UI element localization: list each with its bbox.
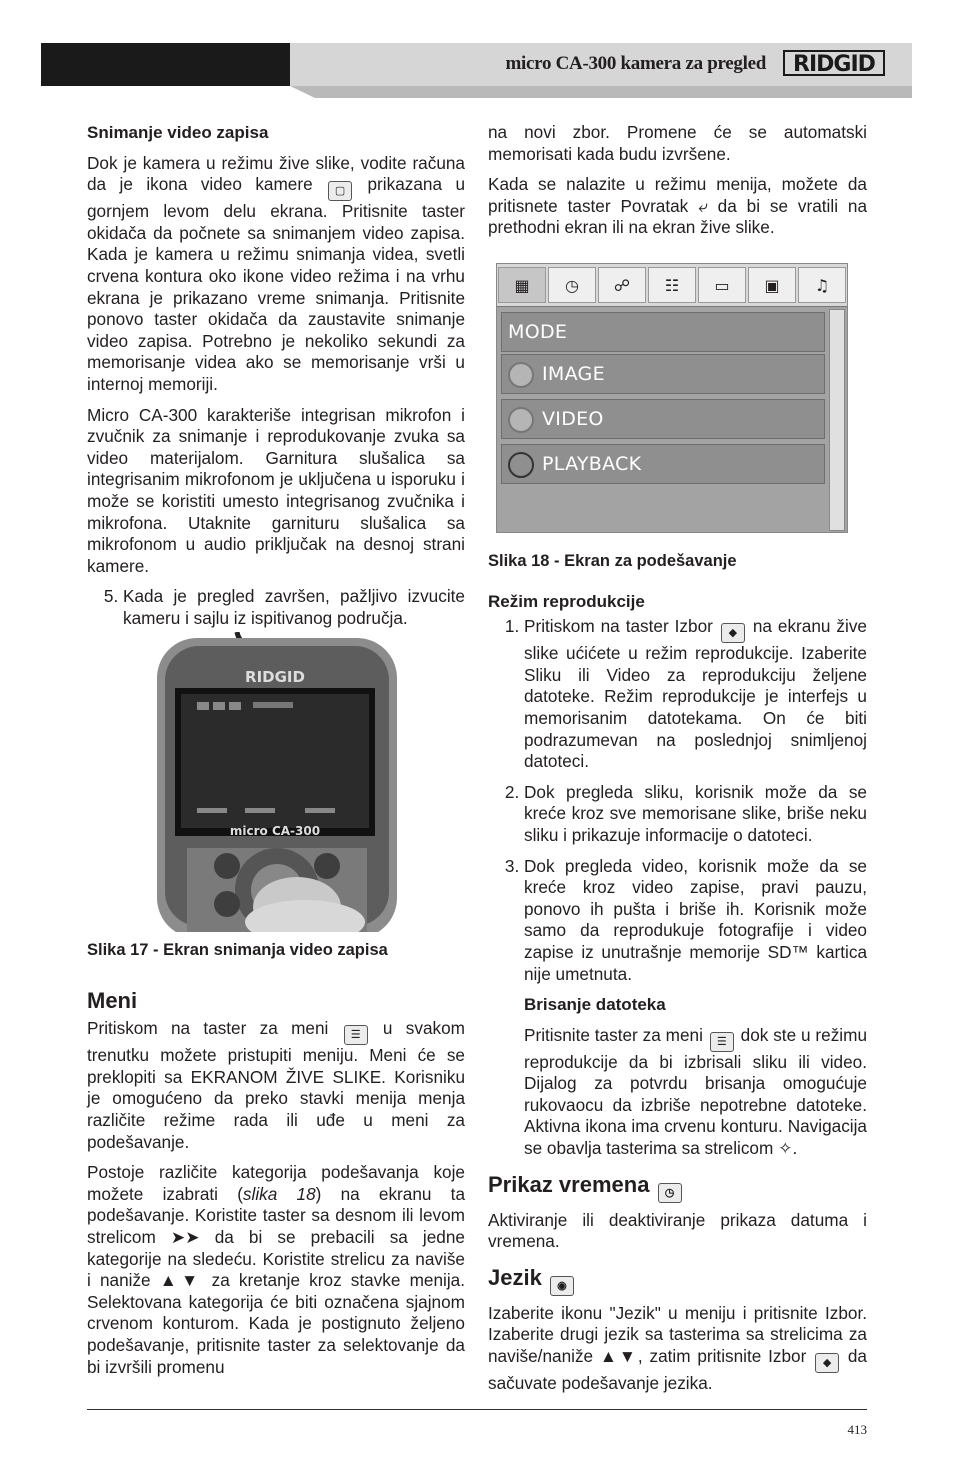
- heading-reprodukcija: Režim reprodukcije: [488, 591, 645, 611]
- header-title: micro CA-300 kamera za pregled: [505, 53, 766, 74]
- right-column-lower: [488, 551, 867, 1404]
- playback-step-2: 2. Dok pregleda sliku, korisnik može da se kreće kroz sve memorisane slike, briše neku sliku i prikazuje informacije o datoteci.: [524, 782, 867, 847]
- step-5: 5. Kada je pregled završen, pažljivo izvucite kameru i sajlu iz ispitivanog područja.: [123, 586, 465, 629]
- left-column: [87, 122, 465, 638]
- menu-icon: ☰: [344, 1025, 368, 1045]
- language-tab-icon: ☍: [598, 267, 646, 303]
- playback-step-1: 1. Pritiskom na taster Izbor ◆ na ekranu žive slike ućićete u režim reprodukcije. Izaberite Sliku ili Video za reprodukciju željene datoteke. Režim reprodukcije je interfejs u memorisanim datotekama. On će biti podrazumevan na poslednjoj snimljenoj datoteci.: [524, 616, 867, 773]
- page-number: 413: [847, 1422, 867, 1437]
- menu-icon: ☰: [710, 1032, 734, 1052]
- heading-prikaz-vremena: Prikaz vremena ◷: [488, 1174, 867, 1203]
- paragraph-right-1: na novi zbor. Promene će se automatski memorisati kada budu izvršene.: [488, 122, 867, 164]
- playback-step-3: 3. Dok pregleda video, korisnik može da se kreće kroz video zapise, pravi pauzu, ponovo ih pušta i briše ih. Korisnik može samo da reprodukuje fotografije i video zapise iz unutrašnje memorije SD™ kartica nije umetnuta.: [524, 856, 867, 986]
- paragraph-meni-1: Pritiskom na taster za meni ☰ u svakom trenutku možete pristupiti meniju. Meni će se preklopiti sa EKRANOM ŽIVE SLIKE. Korisniku je omogućeno da preko stavki menija menja različite režime rada ili uđe u meni za podešavanje.: [87, 1018, 465, 1152]
- left-right-arrows-icon: ➤➤: [170, 1226, 200, 1247]
- radio-icon: [508, 362, 534, 388]
- heading-meni: Meni: [87, 987, 138, 1013]
- memory-tab-icon: ▣: [748, 267, 796, 303]
- left-column-lower: [87, 940, 465, 1387]
- menu-scrollbar: [829, 309, 845, 531]
- settings-tab-bar: [497, 264, 847, 307]
- time-display-icon: ◷: [658, 1183, 682, 1203]
- camera-photo: [87, 632, 465, 932]
- playback-list: [488, 616, 867, 985]
- select-icon: ◆: [721, 623, 745, 643]
- header-black-bar: [41, 43, 291, 86]
- footer-rule: [87, 1409, 867, 1410]
- paragraph-video-1: Dok je kamera u režimu žive slike, vodite računa da je ikona video kamere ▢ prikazana u gornjem levom delu ekrana. Pritisnite taster okidača da počnete sa snimanjem video zapisa. Kada je kamera u režimu snimanja videa, svetli crvena kontura oko ikone video režima i na vrhu ekrana je prikazano vreme snimanja. Pritisnite ponovo taster okidača da zaustavite snimanje video zapisa. Potrebno je nekoliko sekundi za memorisanje videa ako se memorisanje vrši u internoj memoriji.: [87, 152, 465, 394]
- paragraph-jezik: Izaberite ikonu "Jezik" u meniju i pritisnite Izbor. Izaberite drugi jezik sa tasterima sa strelicima za naviše/naniže ▲▼, zatim pritisnite Izbor ◆ da sačuvate podešavanje jezika.: [488, 1302, 867, 1394]
- menu-row-video: VIDEO: [501, 399, 825, 439]
- paragraph-right-2: Kada se nalazite u režimu menija, možete da pritisnete taster Povratak ⤶ da bi se vratili na prethodni ekran ili na ekran žive slike.: [488, 174, 867, 238]
- video-camera-icon: ▢: [328, 181, 352, 201]
- caption-figure-17: Slika 17 - Ekran snimanja video zapisa: [87, 941, 388, 959]
- caption-figure-18: Slika 18 - Ekran za podešavanje: [488, 552, 737, 570]
- step-list: [87, 586, 465, 629]
- return-icon: ⤶: [698, 195, 708, 216]
- volume-tab-icon: ♫: [798, 267, 846, 303]
- settings-menu-figure: [496, 263, 848, 533]
- date-time-tab-icon: ☷: [648, 267, 696, 303]
- svg-text:RIDGID: RIDGID: [793, 52, 875, 77]
- heading-jezik: Jezik ◉: [488, 1267, 867, 1296]
- camera-brand: RIDGID: [245, 668, 305, 686]
- radio-icon: [508, 452, 534, 478]
- tv-out-tab-icon: ▭: [698, 267, 746, 303]
- heading-brisanje: Brisanje datoteka: [524, 995, 666, 1015]
- paragraph-vreme: Aktiviranje ili deaktiviranje prikaza datuma i vremena.: [488, 1209, 867, 1252]
- right-column: [488, 122, 867, 248]
- menu-row-playback: PLAYBACK: [501, 444, 825, 484]
- language-icon: ◉: [550, 1276, 574, 1296]
- heading-video: Snimanje video zapisa: [87, 123, 269, 142]
- arrow-cross-icon: ✧: [778, 1138, 793, 1159]
- menu-row-image: IMAGE: [501, 354, 825, 394]
- paragraph-microphone: Micro CA-300 karakteriše integrisan mikrofon i zvučnik za snimanje i reprodukovanje zvuka sa video materijalom. Garnitura slušalica sa integrisanim mikrofonom je uključena u isporuku i može se koristiti umesto integrisanog zvučnika i mikrofona. Utaknite garnituru slušalica sa mikrofonom u audio priključak na desnoj strani kamere.: [87, 404, 465, 576]
- delete-section: [488, 994, 867, 1160]
- mode-tab-icon: ▦: [498, 267, 546, 303]
- up-down-arrows-icon: ▲▼: [599, 1346, 638, 1367]
- ridgid-logo: [783, 50, 887, 83]
- paragraph-brisanje: Pritisnite taster za meni ☰ dok ste u režimu reprodukcije da bi izbrisali sliku ili video. Dijalog za potvrdu brisanja omogućuje rukovaocu da izbriše nepotrebne datoteke. Aktivna ikona ima crvenu konturu. Navigacija se obavlja tasterima sa strelicom ✧.: [524, 1024, 867, 1159]
- header-gray-band: [290, 86, 912, 98]
- time-display-tab-icon: ◷: [548, 267, 596, 303]
- paragraph-meni-2: Postoje različite kategorija podešavanja koje možete izabrati (slika 18) na ekranu ta podešavanje. Koristite taster sa desnom ili levom strelicom ➤➤ da bi se prebacili sa jedne kategorije na sledeću. Koristite strelicu za naviše i naniže ▲▼ za kretanje kroz stavke menija. Selektovana kategorija će biti označena sjajnom crvenom konturom. Kada je postignuto željeno podešavanje, pritisnite taster za selektovanje da bi izvršili promenu: [87, 1162, 465, 1377]
- menu-row-mode: MODE: [501, 312, 825, 352]
- select-icon: ◆: [815, 1353, 839, 1373]
- radio-icon: [508, 407, 534, 433]
- camera-model: micro CA-300: [229, 824, 321, 838]
- up-down-arrows-icon: ▲▼: [159, 1270, 203, 1291]
